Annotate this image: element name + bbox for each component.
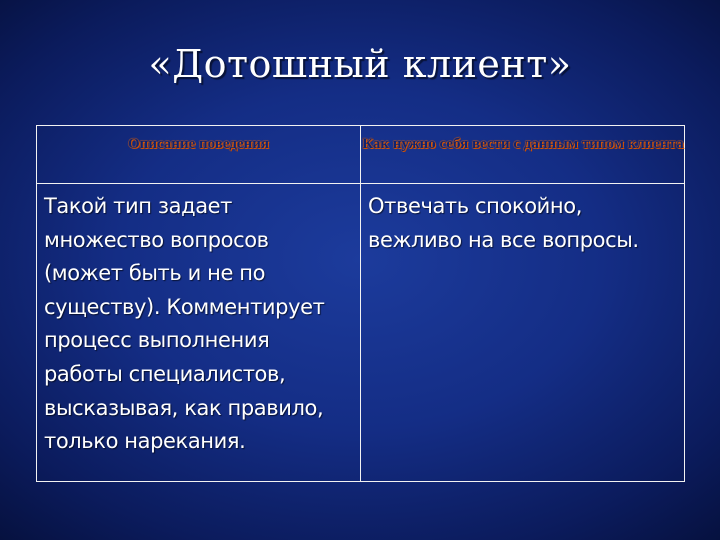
slide-title: «Дотошный клиент»: [148, 42, 572, 86]
text-line: работы специалистов,: [44, 361, 286, 386]
behavior-table: [36, 125, 685, 482]
text-line: только нарекания.: [44, 429, 246, 454]
text-line: (может быть и не по: [44, 261, 266, 286]
text-line: процесс выполнения: [44, 328, 270, 353]
text-line: существу). Комментирует: [44, 294, 325, 319]
text-line: Отвечать спокойно,: [368, 194, 582, 218]
how-to-behave-cell: [368, 190, 684, 257]
text-line: Такой тип задает: [44, 194, 233, 218]
behavior-description-cell: [44, 190, 360, 459]
column-divider: [360, 126, 361, 481]
header-behavior-description: Описание поведения: [128, 136, 269, 152]
text-line: высказывая, как правило,: [44, 395, 324, 420]
text-line: множество вопросов: [44, 227, 269, 252]
header-how-to-behave: Как нужно себя вести с данным типом клиента: [362, 136, 684, 152]
header-divider: [37, 183, 684, 184]
text-line: вежливо на все вопросы.: [368, 227, 639, 252]
